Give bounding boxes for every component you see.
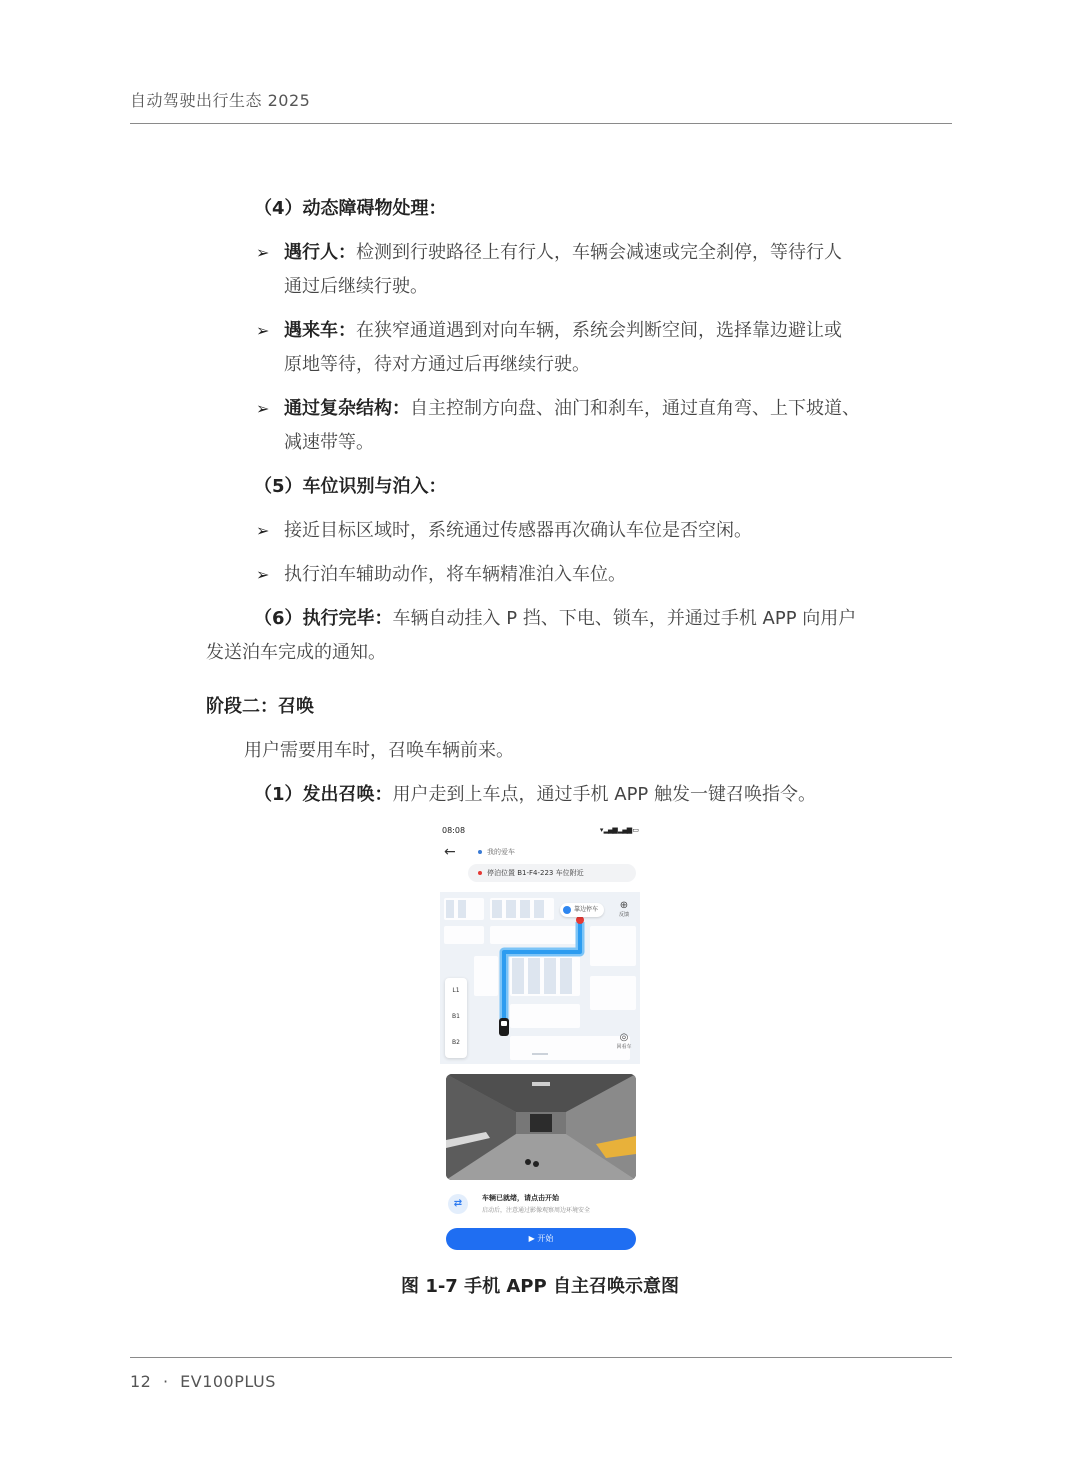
arrow-bullet-icon: ➢ bbox=[256, 565, 270, 584]
stage2-step1 bbox=[206, 778, 878, 812]
section4-item-complex bbox=[206, 392, 878, 460]
header-title: 自动驾驶出行生态 2025 bbox=[130, 91, 311, 110]
step1-label: （1）发出召唤： bbox=[254, 784, 393, 805]
section6-line1: 车辆自动挂入 P 挡、下电、锁车，并通过手机 APP 向用户 bbox=[392, 608, 857, 629]
feedback-button[interactable] bbox=[612, 900, 636, 918]
parking-location: 停泊位置 B1-F4-223 车位附近 bbox=[468, 864, 636, 882]
section4-item-pedestrian bbox=[206, 236, 878, 304]
item-text: 自主控制方向盘、油门和刹车，通过直角弯、上下坡道、 bbox=[410, 398, 860, 419]
section6-label: （6）执行完毕： bbox=[254, 608, 393, 629]
arrow-bullet-icon: ➢ bbox=[256, 243, 270, 262]
page-footer bbox=[130, 1372, 276, 1391]
page-header bbox=[130, 88, 952, 111]
item-label: 遇行人： bbox=[284, 242, 356, 263]
item-text: 接近目标区域时，系统通过传感器再次确认车位是否空闲。 bbox=[284, 520, 752, 541]
camera-feed bbox=[446, 1074, 636, 1180]
status-time: 08:08 bbox=[442, 826, 466, 835]
section4-heading: （4）动态障碍物处理： bbox=[254, 198, 447, 219]
step1-text: 用户走到上车点，通过手机 APP 触发一键召唤指令。 bbox=[392, 784, 816, 805]
parking-map[interactable] bbox=[440, 892, 640, 1064]
footer-divider bbox=[130, 1357, 952, 1358]
section6-line2: 发送泊车完成的通知。 bbox=[206, 642, 386, 663]
arrow-bullet-icon: ➢ bbox=[256, 399, 270, 418]
start-button[interactable]: ▶ 开始 bbox=[446, 1228, 636, 1250]
arrow-bullet-icon: ➢ bbox=[256, 321, 270, 340]
item-text-cont: 减速带等。 bbox=[284, 432, 374, 453]
garage-camera-image bbox=[446, 1074, 636, 1180]
ready-subtitle: 启动后，注意通过影像观察周边环境安全 bbox=[482, 1207, 591, 1214]
item-text-cont: 原地等待，待对方通过后再继续行驶。 bbox=[284, 354, 590, 375]
item-text: 在狭窄通道遇到对向车辆，系统会判断空间，选择靠边避让或 bbox=[356, 320, 842, 341]
pull-over-badge[interactable]: 靠边停车 bbox=[560, 903, 604, 917]
arrow-left-icon[interactable]: ← bbox=[444, 844, 456, 860]
item-text: 检测到行驶路径上有行人，车辆会减速或完全刹停，等待行人 bbox=[356, 242, 842, 263]
item-label: 通过复杂结构： bbox=[284, 398, 410, 419]
section5-item bbox=[206, 558, 878, 592]
item-text: 执行泊车辅助动作，将车辆精准泊入车位。 bbox=[284, 564, 626, 585]
item-text-cont: 通过后继续行驶。 bbox=[284, 276, 428, 297]
section5-heading: （5）车位识别与泊入： bbox=[254, 476, 447, 497]
feedback-icon: ⊕ bbox=[619, 900, 629, 911]
floor-l1[interactable]: L1 bbox=[452, 987, 460, 994]
stage2-heading: 阶段二：召唤 bbox=[206, 696, 314, 717]
view-car-button[interactable] bbox=[612, 1032, 636, 1050]
figure-caption: 图 1-7 手机 APP 自主召唤示意图 bbox=[401, 1276, 679, 1297]
stage2-intro: 用户需要用车时，召唤车辆前来。 bbox=[244, 740, 514, 761]
page-number: 12 bbox=[130, 1372, 152, 1391]
status-bar bbox=[442, 824, 638, 838]
section4-item-oncoming bbox=[206, 314, 878, 382]
header-divider bbox=[130, 123, 952, 124]
footer-separator: · bbox=[162, 1372, 169, 1391]
signal-icon: ▾ ▂▄▆ ▂▄▆ ▭ bbox=[599, 826, 638, 834]
footer-brand: EV100PLUS bbox=[180, 1372, 276, 1391]
item-label: 遇来车： bbox=[284, 320, 356, 341]
map-drawing bbox=[440, 892, 640, 1064]
floor-b1[interactable]: B1 bbox=[452, 1013, 460, 1020]
car-name[interactable]: 我的爱车 bbox=[478, 847, 515, 857]
feedback-label: 反馈 bbox=[618, 912, 629, 918]
ready-status-card bbox=[446, 1190, 636, 1220]
swap-icon: ⇄ bbox=[448, 1194, 468, 1214]
page-content bbox=[206, 192, 878, 812]
floor-switcher[interactable] bbox=[445, 978, 467, 1058]
section6-paragraph bbox=[206, 602, 878, 670]
locate-car-icon: ◎ bbox=[619, 1032, 629, 1043]
section5-item bbox=[206, 514, 878, 548]
floor-b2[interactable]: B2 bbox=[452, 1039, 460, 1046]
app-summon-screenshot bbox=[438, 822, 642, 1258]
view-car-label: 回看车 bbox=[616, 1044, 632, 1050]
arrow-bullet-icon: ➢ bbox=[256, 521, 270, 540]
ready-title: 车辆已就绪，请点击开始 bbox=[482, 1194, 559, 1202]
